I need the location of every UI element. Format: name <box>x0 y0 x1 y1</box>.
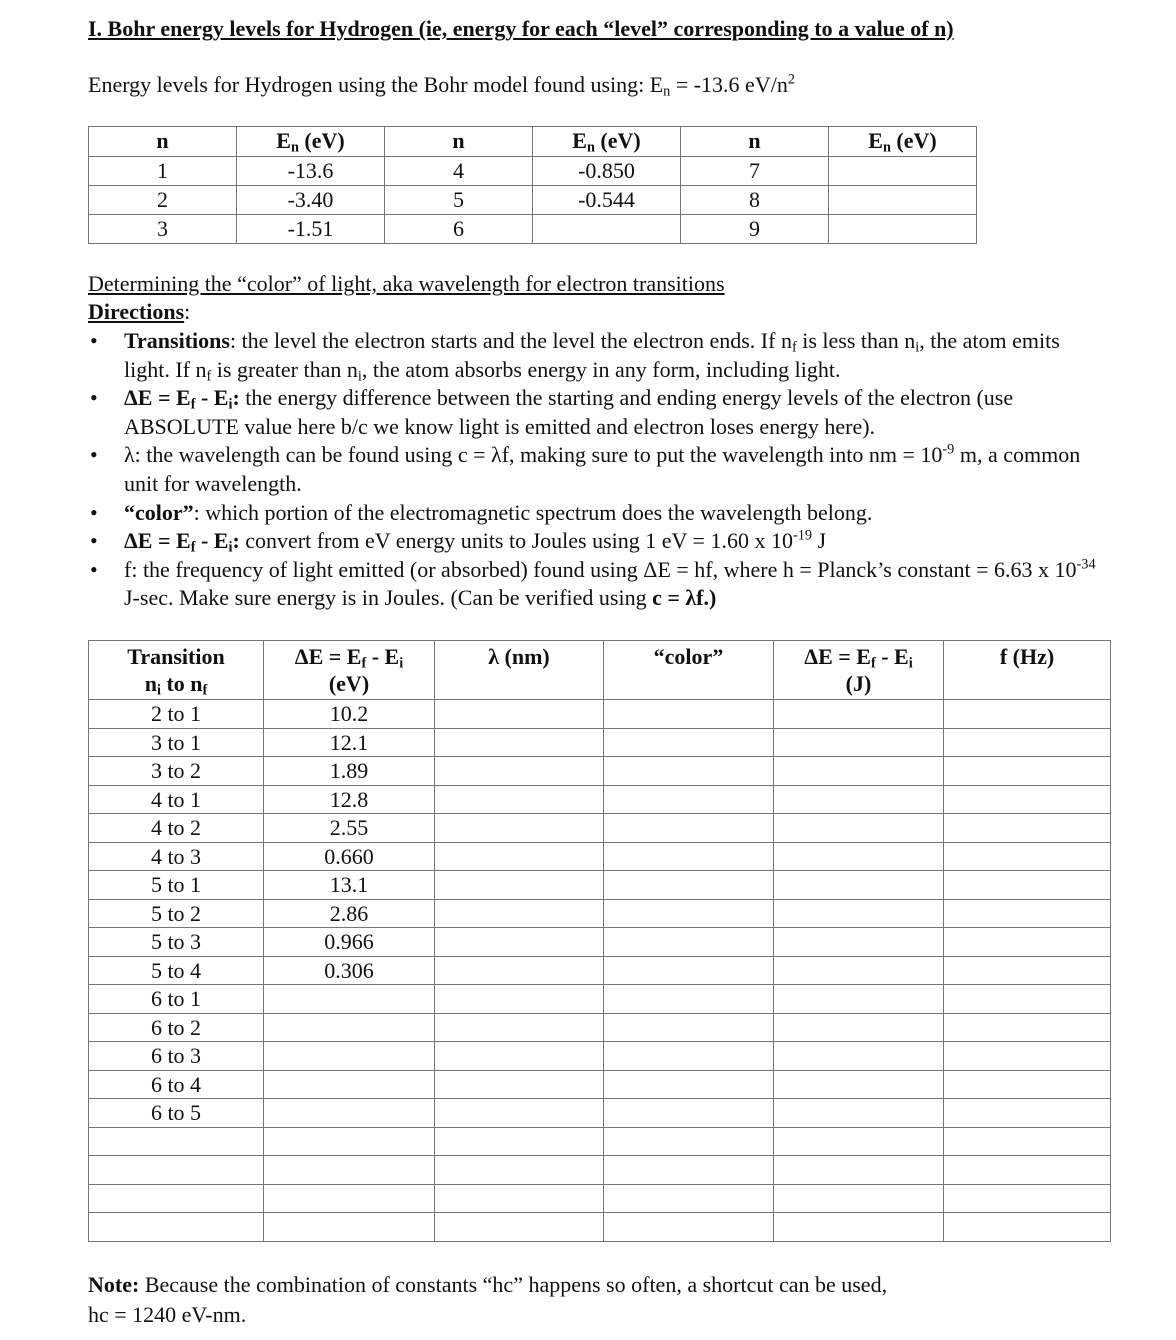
color-cell[interactable] <box>604 757 774 786</box>
text-segment: c = λf.) <box>652 585 717 611</box>
energy-cell[interactable] <box>829 215 977 244</box>
text-segment: n <box>144 671 157 696</box>
text-segment: to n <box>160 671 203 696</box>
wavelength-cell[interactable] <box>435 757 604 786</box>
delta-e-j-cell[interactable] <box>774 1070 944 1099</box>
text-segment: - E <box>875 644 909 669</box>
direction-text <box>124 557 1096 611</box>
text-segment: f <box>206 368 212 385</box>
delta-e-j-cell[interactable] <box>774 842 944 871</box>
text-segment: convert from eV energy units to Joules using 1 eV = 1.60 x 10 <box>239 528 793 554</box>
table-row <box>89 928 1111 957</box>
delta-e-ev-cell: 13.1 <box>264 871 435 900</box>
color-cell[interactable] <box>604 700 774 729</box>
energy-cell: -0.850 <box>533 157 681 186</box>
directions-colon: : <box>184 299 191 324</box>
delta-e-j-cell[interactable] <box>774 700 944 729</box>
column-header <box>264 641 435 700</box>
text-segment: 2 <box>787 71 795 88</box>
text-segment: J <box>812 528 827 554</box>
text-segment: Transition <box>127 644 225 669</box>
text-segment: J-sec. Make sure energy is in Joules. (Can be verified using <box>124 585 653 611</box>
delta-e-ev-cell[interactable] <box>264 1184 435 1213</box>
transition-cell: 5 to 1 <box>89 871 264 900</box>
text-segment: (J) <box>845 671 872 696</box>
n-cell: 6 <box>385 215 533 244</box>
wavelength-cell[interactable] <box>435 1127 604 1156</box>
column-header <box>774 641 944 700</box>
text-segment: is less than n <box>796 328 916 353</box>
delta-e-ev-cell: 2.86 <box>264 899 435 928</box>
delta-e-j-cell[interactable] <box>774 1013 944 1042</box>
bullet-icon: • <box>90 328 98 353</box>
color-cell[interactable] <box>604 928 774 957</box>
wavelength-cell[interactable] <box>435 871 604 900</box>
frequency-cell[interactable] <box>944 1156 1111 1185</box>
n-cell: 1 <box>89 157 237 186</box>
text-segment: , the atom absorbs energy in any form, including light. <box>361 356 841 382</box>
text-segment: f <box>202 682 208 699</box>
transition-cell[interactable] <box>89 1184 264 1213</box>
transition-cell: 5 to 3 <box>89 928 264 957</box>
text-segment: ΔE = E <box>294 644 362 669</box>
text-segment: ΔE = E <box>804 644 871 669</box>
wavelength-cell[interactable] <box>435 728 604 757</box>
energy-cell[interactable] <box>829 157 977 186</box>
text-segment: Transitions <box>124 328 230 353</box>
column-header: n <box>89 127 237 157</box>
wavelength-cell[interactable] <box>435 1013 604 1042</box>
delta-e-j-cell[interactable] <box>774 985 944 1014</box>
text-segment: “color” <box>124 499 194 525</box>
delta-e-j-cell[interactable] <box>774 1213 944 1242</box>
delta-e-ev-cell[interactable] <box>264 985 435 1014</box>
delta-e-ev-cell: 12.8 <box>264 785 435 814</box>
table-row <box>89 1156 1111 1185</box>
delta-e-ev-cell[interactable] <box>264 1213 435 1242</box>
frequency-cell[interactable] <box>944 1042 1111 1071</box>
column-header: n <box>681 127 829 157</box>
energy-cell[interactable] <box>533 215 681 244</box>
table-row <box>89 1042 1111 1071</box>
delta-e-j-cell[interactable] <box>774 814 944 843</box>
table-row <box>89 1184 1111 1213</box>
wavelength-cell[interactable] <box>435 928 604 957</box>
delta-e-ev-cell[interactable] <box>264 1156 435 1185</box>
direction-text <box>124 500 872 525</box>
transition-cell: 6 to 3 <box>89 1042 264 1071</box>
text-segment: λ: the wavelength can be found using c = λf, making sure to put the wavelength into nm = 10 <box>124 442 943 468</box>
text-segment: E <box>276 128 291 153</box>
direction-item <box>88 441 1108 498</box>
frequency-cell[interactable] <box>944 871 1111 900</box>
text-segment: , the atom emits light. If n <box>124 328 1060 382</box>
delta-e-j-cell[interactable] <box>774 1042 944 1071</box>
wavelength-cell[interactable] <box>435 1184 604 1213</box>
delta-e-j-cell[interactable] <box>774 1156 944 1185</box>
column-header: n <box>385 127 533 157</box>
color-cell[interactable] <box>604 956 774 985</box>
wavelength-cell[interactable] <box>435 700 604 729</box>
transition-cell[interactable] <box>89 1213 264 1242</box>
text-segment: i <box>156 682 161 699</box>
frequency-cell[interactable] <box>944 985 1111 1014</box>
text-segment: E <box>868 128 883 153</box>
frequency-cell[interactable] <box>944 728 1111 757</box>
delta-e-j-cell[interactable] <box>774 1099 944 1128</box>
table-row <box>89 842 1111 871</box>
frequency-cell[interactable] <box>944 1013 1111 1042</box>
table-row <box>89 956 1111 985</box>
text-segment: λ (nm) <box>488 644 550 669</box>
delta-e-j-cell[interactable] <box>774 1127 944 1156</box>
transition-cell: 2 to 1 <box>89 700 264 729</box>
text-segment: i <box>915 339 920 356</box>
table-row <box>89 700 1111 729</box>
transition-cell: 6 to 2 <box>89 1013 264 1042</box>
transition-cell: 6 to 4 <box>89 1070 264 1099</box>
n-cell: 7 <box>681 157 829 186</box>
text-segment: - E <box>366 644 400 669</box>
wavelength-cell[interactable] <box>435 1156 604 1185</box>
text-segment: i <box>399 655 404 672</box>
transition-cell: 4 to 1 <box>89 785 264 814</box>
color-cell[interactable] <box>604 1213 774 1242</box>
direction-text <box>124 527 827 556</box>
frequency-cell[interactable] <box>944 928 1111 957</box>
column-header <box>237 127 385 157</box>
table-header-row <box>89 641 1111 700</box>
frequency-cell[interactable] <box>944 757 1111 786</box>
wavelength-cell[interactable] <box>435 1042 604 1071</box>
text-segment: f <box>870 655 876 672</box>
delta-e-j-cell[interactable] <box>774 871 944 900</box>
transition-cell[interactable] <box>89 1127 264 1156</box>
delta-e-j-cell[interactable] <box>774 899 944 928</box>
frequency-cell[interactable] <box>944 814 1111 843</box>
transition-cell: 6 to 5 <box>89 1099 264 1128</box>
text-segment: : which portion of the electromagnetic spectrum does the wavelength belong. <box>193 499 873 525</box>
delta-e-j-cell[interactable] <box>774 757 944 786</box>
bullet-icon: • <box>90 442 98 468</box>
text-segment: ΔE = E <box>124 528 191 554</box>
frequency-cell[interactable] <box>944 1213 1111 1242</box>
text-segment: n <box>290 139 299 156</box>
text-segment: E <box>572 128 587 153</box>
color-cell[interactable] <box>604 1042 774 1071</box>
text-segment: i <box>908 655 913 672</box>
table-row <box>89 899 1111 928</box>
transition-cell: 3 to 1 <box>89 728 264 757</box>
text-segment: -34 <box>1076 556 1096 573</box>
n-cell: 4 <box>385 157 533 186</box>
text-segment: (eV) <box>298 128 345 153</box>
bullet-icon: • <box>90 499 98 525</box>
delta-e-ev-cell: 0.306 <box>264 956 435 985</box>
column-header <box>89 641 264 700</box>
table-row <box>89 215 977 244</box>
n-cell: 2 <box>89 186 237 215</box>
color-cell[interactable] <box>604 842 774 871</box>
frequency-cell[interactable] <box>944 700 1111 729</box>
transitions-table <box>88 640 1111 1242</box>
frequency-cell[interactable] <box>944 1099 1111 1128</box>
delta-e-ev-cell[interactable] <box>264 1070 435 1099</box>
text-segment: f (Hz) <box>999 644 1055 669</box>
direction-item <box>88 384 1108 441</box>
wavelength-cell[interactable] <box>435 814 604 843</box>
bohr-formula-line <box>88 72 795 98</box>
frequency-cell[interactable] <box>944 1070 1111 1099</box>
text-segment: n <box>663 83 671 100</box>
direction-text <box>124 442 1080 496</box>
color-cell[interactable] <box>604 814 774 843</box>
delta-e-ev-cell: 10.2 <box>264 700 435 729</box>
text-segment: m, a common unit for wavelength. <box>124 442 1081 496</box>
color-cell[interactable] <box>604 871 774 900</box>
color-cell[interactable] <box>604 985 774 1014</box>
text-segment: f: the frequency of light emitted (or absorbed) found using ΔE = hf, where h = Planck’s constant = 6.63 x 10 <box>124 556 1077 582</box>
color-cell[interactable] <box>604 1013 774 1042</box>
column-header <box>435 641 604 700</box>
text-segment: : <box>232 528 240 554</box>
table-row <box>89 1127 1111 1156</box>
text-segment: (eV) <box>328 671 370 696</box>
transition-cell[interactable] <box>89 1156 264 1185</box>
note-label: Note: <box>88 1272 140 1297</box>
transition-cell: 5 to 4 <box>89 956 264 985</box>
text-segment: - E <box>195 528 229 554</box>
wavelength-cell[interactable] <box>435 1213 604 1242</box>
wavelength-section-heading: Determining the “color” of light, aka wavelength for electron transitions <box>88 271 725 296</box>
text-segment: f <box>190 539 196 556</box>
text-segment: i <box>228 396 233 413</box>
wavelength-cell[interactable] <box>435 985 604 1014</box>
frequency-cell[interactable] <box>944 1184 1111 1213</box>
text-segment: i <box>357 368 362 385</box>
delta-e-ev-cell: 0.660 <box>264 842 435 871</box>
color-cell[interactable] <box>604 785 774 814</box>
text-segment: : <box>232 385 240 411</box>
table-row <box>89 1099 1111 1128</box>
delta-e-ev-cell[interactable] <box>264 1127 435 1156</box>
energy-levels-table <box>88 126 977 244</box>
n-cell: 5 <box>385 186 533 215</box>
bullet-icon: • <box>90 528 98 554</box>
delta-e-ev-cell: 0.966 <box>264 928 435 957</box>
energy-cell: -1.51 <box>237 215 385 244</box>
table-row <box>89 1213 1111 1242</box>
transition-cell: 3 to 2 <box>89 757 264 786</box>
text-segment: n <box>586 139 595 156</box>
text-segment: -9 <box>942 441 955 458</box>
wavelength-section <box>88 270 725 326</box>
delta-e-ev-cell[interactable] <box>264 1042 435 1071</box>
color-cell[interactable] <box>604 1070 774 1099</box>
column-header <box>604 641 774 700</box>
text-segment: (eV) <box>594 128 641 153</box>
direction-item <box>88 327 1108 384</box>
color-cell[interactable] <box>604 728 774 757</box>
frequency-cell[interactable] <box>944 842 1111 871</box>
delta-e-j-cell[interactable] <box>774 785 944 814</box>
text-segment: n <box>882 139 891 156</box>
energy-cell: -13.6 <box>237 157 385 186</box>
delta-e-j-cell[interactable] <box>774 956 944 985</box>
frequency-cell[interactable] <box>944 785 1111 814</box>
note-text: Because the combination of constants “hc” happens so often, a shortcut can be used, <box>139 1272 888 1297</box>
text-segment: -19 <box>792 527 813 544</box>
bullet-icon: • <box>90 556 98 582</box>
transition-cell: 5 to 2 <box>89 899 264 928</box>
table-row <box>89 814 1111 843</box>
text-segment: - E <box>195 385 229 411</box>
bullet-icon: • <box>90 385 98 411</box>
wavelength-cell[interactable] <box>435 1070 604 1099</box>
wavelength-cell[interactable] <box>435 785 604 814</box>
table-row <box>89 1070 1111 1099</box>
energy-cell: -3.40 <box>237 186 385 215</box>
wavelength-cell[interactable] <box>435 956 604 985</box>
text-segment: (eV) <box>890 128 937 153</box>
text-segment: f <box>791 339 797 356</box>
direction-text <box>124 385 1013 439</box>
column-header <box>829 127 977 157</box>
note-formula: hc = 1240 eV-nm. <box>88 1302 247 1327</box>
frequency-cell[interactable] <box>944 1127 1111 1156</box>
frequency-cell[interactable] <box>944 899 1111 928</box>
column-header <box>533 127 681 157</box>
color-cell[interactable] <box>604 1127 774 1156</box>
table-row <box>89 985 1111 1014</box>
delta-e-j-cell[interactable] <box>774 728 944 757</box>
text-segment: : the level the electron starts and the level the electron ends. If n <box>229 328 792 353</box>
table-row <box>89 871 1111 900</box>
wavelength-cell[interactable] <box>435 899 604 928</box>
text-segment: the energy difference between the starting and ending energy levels of the electron (use ABSOLUTE value here b/c we know light is emitted and electron loses energy here). <box>124 385 1014 439</box>
text-segment: “color” <box>653 644 724 669</box>
table-row <box>89 757 1111 786</box>
delta-e-ev-cell: 2.55 <box>264 814 435 843</box>
frequency-cell[interactable] <box>944 956 1111 985</box>
column-header <box>944 641 1111 700</box>
color-cell[interactable] <box>604 1099 774 1128</box>
transition-cell: 4 to 2 <box>89 814 264 843</box>
directions-list <box>88 327 1108 613</box>
transition-cell: 4 to 3 <box>89 842 264 871</box>
text-segment: is greater than n <box>211 356 358 382</box>
delta-e-ev-cell: 1.89 <box>264 757 435 786</box>
delta-e-j-cell[interactable] <box>774 928 944 957</box>
text-segment: i <box>228 539 233 556</box>
note <box>88 1270 1088 1330</box>
section-title: I. Bohr energy levels for Hydrogen (ie, energy for each “level” corresponding to a value of n) <box>88 16 954 41</box>
n-cell: 9 <box>681 215 829 244</box>
text-segment: ΔE = E <box>124 385 191 411</box>
delta-e-ev-cell[interactable] <box>264 1099 435 1128</box>
table-row <box>89 728 1111 757</box>
direction-item <box>88 527 1108 556</box>
n-cell: 8 <box>681 186 829 215</box>
text-segment: f <box>190 396 196 413</box>
direction-text <box>124 328 1060 385</box>
table-row <box>89 157 977 186</box>
text-segment: f <box>361 655 367 672</box>
n-cell: 3 <box>89 215 237 244</box>
delta-e-j-cell[interactable] <box>774 1184 944 1213</box>
delta-e-ev-cell[interactable] <box>264 1013 435 1042</box>
directions-label: Directions <box>88 299 185 324</box>
wavelength-cell[interactable] <box>435 1099 604 1128</box>
direction-item <box>88 556 1108 613</box>
color-cell[interactable] <box>604 899 774 928</box>
color-cell[interactable] <box>604 1156 774 1185</box>
table-row <box>89 1013 1111 1042</box>
table-header-row <box>89 127 977 157</box>
transition-cell: 6 to 1 <box>89 985 264 1014</box>
table-row <box>89 186 977 215</box>
energy-cell[interactable] <box>829 186 977 215</box>
color-cell[interactable] <box>604 1184 774 1213</box>
energy-cell: -0.544 <box>533 186 681 215</box>
wavelength-cell[interactable] <box>435 842 604 871</box>
text-segment: = -13.6 eV/n <box>670 72 788 97</box>
direction-item <box>88 499 1108 528</box>
delta-e-ev-cell: 12.1 <box>264 728 435 757</box>
text-segment: Energy levels for Hydrogen using the Bohr model found using: E <box>88 72 664 97</box>
table-row <box>89 785 1111 814</box>
